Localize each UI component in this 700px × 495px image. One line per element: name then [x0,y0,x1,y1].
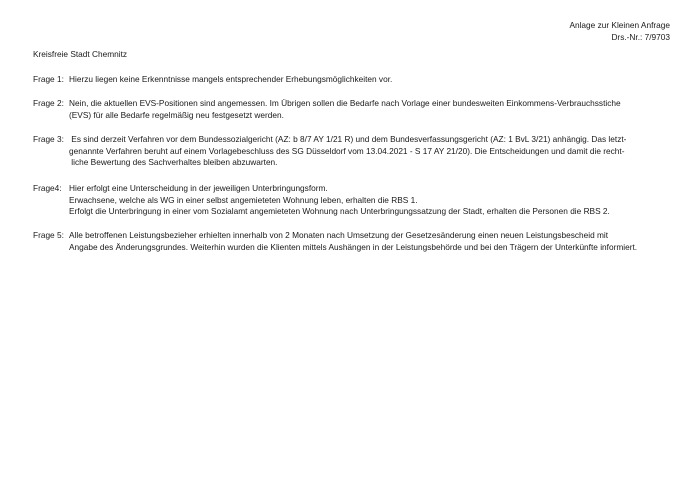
question-block-1 [33,74,678,86]
question-block-4 [33,183,678,218]
question-label: Frage 3: [33,134,64,144]
question-label: Frage4: [33,183,62,193]
answer-text [69,98,678,121]
answer-text [69,230,678,253]
question-block-2 [33,98,678,121]
answer-text [69,183,678,218]
answer-line: Erwachsene, welche als WG in einer selbst angemieteten Wohnung leben, erhalten die RBS 1. [69,194,418,205]
answer-line: Hierzu liegen keine Erkenntnisse mangels entsprechender Erhebungsmöglichkeiten vor. [69,74,393,84]
document-header [569,19,670,43]
organization-name: Kreisfreie Stadt Chemnitz [33,49,128,59]
question-label: Frage 2: [33,98,64,108]
answer-line: genannte Verfahren beruht auf einem Vorlagebeschluss des SG Düsseldorf vom 13.04.2021 - S 17 AY 21/20). Die Entscheidungen und damit die recht- [69,145,625,156]
question-label: Frage 5: [33,230,64,240]
answer-line: Alle betroffenen Leistungsbezieher erhielten innerhalb von 2 Monaten nach Umsetzung der Gesetzesänderung einen neuen Leistungsbescheid mit [69,230,609,240]
header-document-number: Drs.-Nr.: 7/9703 [611,32,670,42]
question-label: Frage 1: [33,74,64,84]
answer-line: Angabe des Änderungsgrundes. Weiterhin wurden die Klienten mittels Aushängen in der Leistungsbehörde und bei den Trägern der Unterkünfte informiert. [69,241,638,252]
answer-text [69,74,678,86]
question-block-3 [33,134,678,169]
answer-text [69,134,678,169]
answer-line: Hier erfolgt eine Unterscheidung in der jeweiligen Unterbringungsform. [69,183,328,193]
answer-line: Nein, die aktuellen EVS-Positionen sind angemessen. Im Übrigen sollen die Bedarfe nach Vorlage einer bundesweiten Einkommens-Verbrauchsstiche [69,98,621,108]
answer-line: liche Bewertung des Sachverhaltes bleiben abzuwarten. [69,157,278,167]
header-attachment-title: Anlage zur Kleinen Anfrage [569,20,670,30]
answer-line: Es sind derzeit Verfahren vor dem Bundessozialgericht (AZ: b 8/7 AY 1/21 R) und dem Bundesverfassungsgericht (AZ: 1 BvL 3/21) anhängig. Das letzt- [69,134,627,144]
question-block-5 [33,230,678,253]
answer-line: (EVS) für alle Bedarfe regelmäßig neu festgesetzt werden. [69,109,284,120]
answer-line: Erfolgt die Unterbringung in einer vom Sozialamt angemieteten Wohnung nach Unterbringungssatzung der Stadt, erhalten die Personen die RBS 2. [69,206,610,216]
